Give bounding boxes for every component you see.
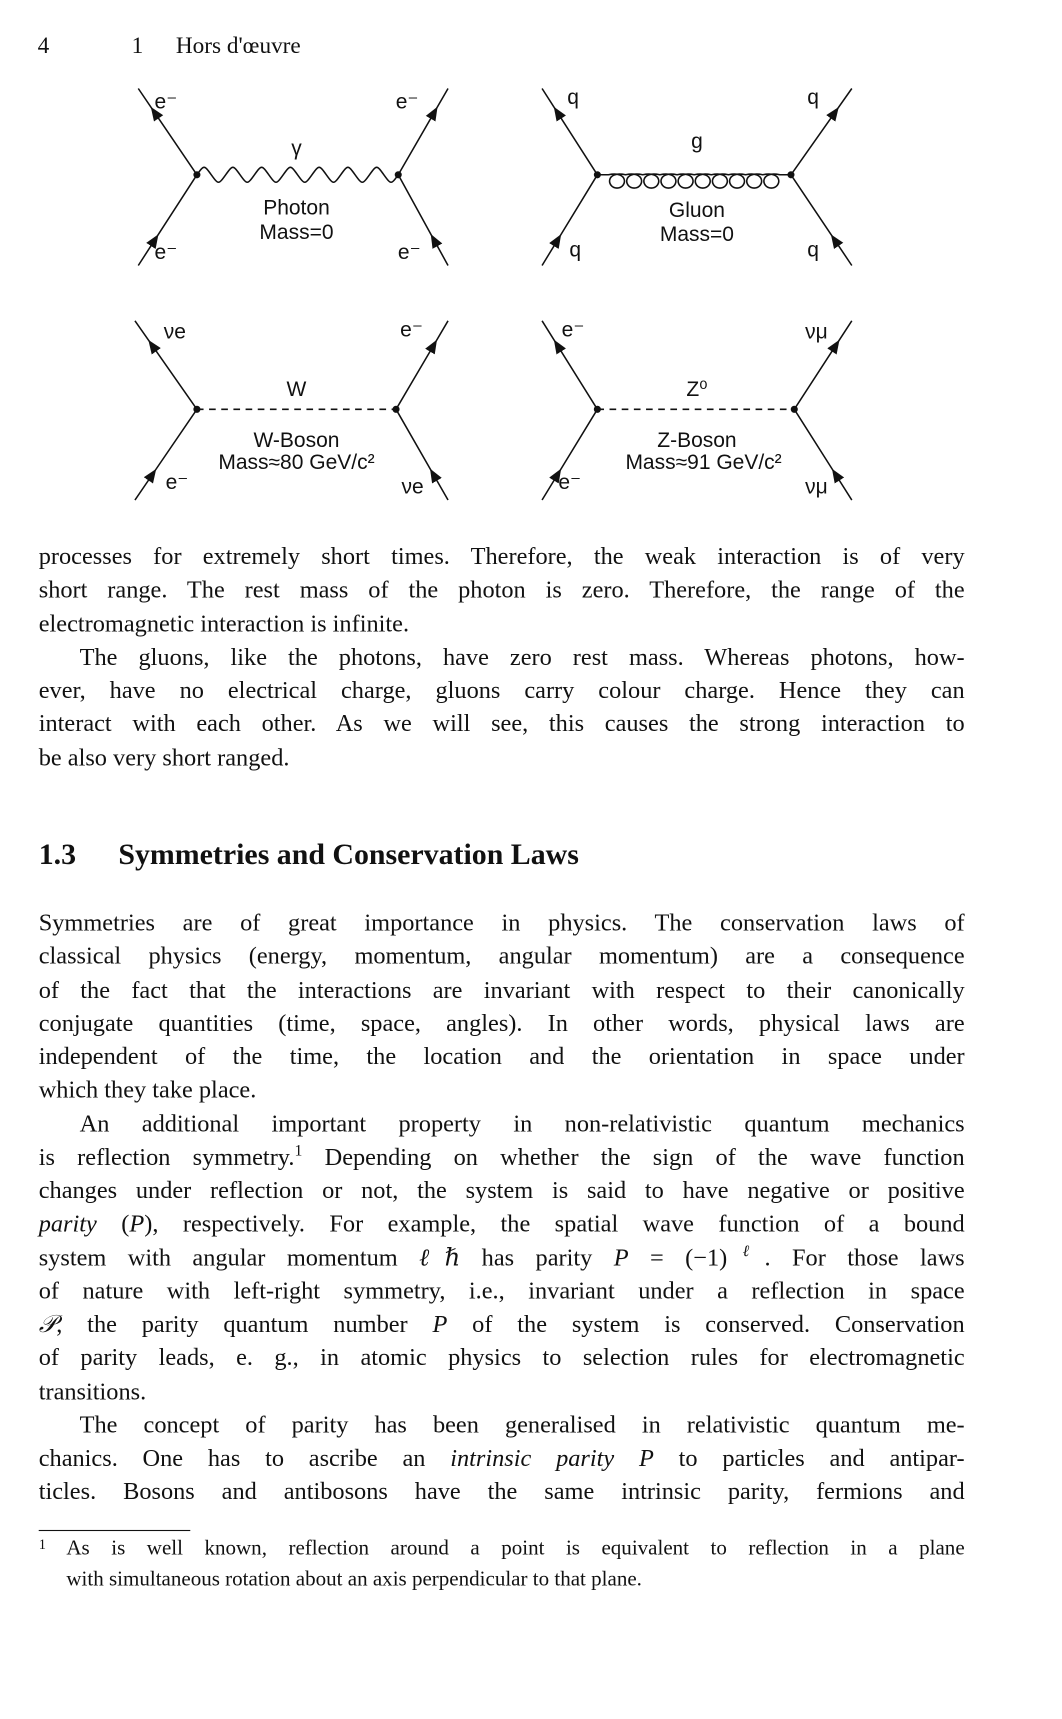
text-segment: electromagnetic interaction is infinite. xyxy=(38,608,410,637)
text-segment: changes under reflection or not, the system is said to have negative or positive xyxy=(38,1175,965,1204)
text-segment: of nature with left-right symmetry, i.e., invariant under a reflection in space xyxy=(38,1276,965,1304)
text-segment: The gluons, like the photons, have zero rest mass. Whereas photons, how- xyxy=(79,642,965,671)
text-line xyxy=(39,1207,965,1240)
label: νe xyxy=(401,475,424,499)
text-line xyxy=(39,540,965,573)
text-segment: The concept of parity has been generalised in relativistic quantum me- xyxy=(79,1410,965,1438)
label: q xyxy=(569,238,582,262)
text-line xyxy=(39,1040,965,1073)
footnote-mark: 1 xyxy=(38,1535,46,1553)
paragraphs-before-section xyxy=(39,540,965,774)
text-segment: An additional important property in non-relativistic quantum mechanics xyxy=(79,1109,965,1137)
text-segment: = (−1) xyxy=(628,1242,728,1271)
section-title: Symmetries and Conservation Laws xyxy=(118,837,579,871)
text-line xyxy=(39,1408,965,1441)
boson-mass: Mass≈91 GeV/c² xyxy=(625,451,782,475)
label: e⁻ xyxy=(154,90,178,114)
text-line xyxy=(39,1341,965,1374)
italic-text: P xyxy=(613,1242,629,1271)
text-line xyxy=(39,1140,965,1173)
text-line xyxy=(39,973,965,1006)
label: e⁻ xyxy=(165,470,189,494)
text-segment: . For those laws xyxy=(764,1242,965,1271)
boson-mass: Mass≈80 GeV/c² xyxy=(218,451,375,475)
superscript: ℓ xyxy=(727,1242,765,1260)
text-segment: system with angular momentum xyxy=(38,1242,420,1271)
chapter-number: 1 xyxy=(131,32,144,59)
text-segment: of the system is conserved. Conservation xyxy=(447,1309,965,1338)
text-line xyxy=(39,741,965,774)
label: νμ xyxy=(805,475,828,499)
text-line xyxy=(39,707,965,740)
text-segment: , the parity quantum number xyxy=(56,1309,433,1338)
text-line xyxy=(39,640,965,673)
text-segment: conjugate quantities (time, space, angles). In other words, physical laws are xyxy=(38,1008,965,1037)
text-segment: is reflection symmetry. xyxy=(38,1142,295,1171)
label: e⁻ xyxy=(395,90,419,114)
italic-text: parity xyxy=(38,1209,97,1238)
text-line xyxy=(39,1107,965,1140)
label: e⁻ xyxy=(154,240,178,264)
text-line xyxy=(39,1533,965,1564)
footnote-rule xyxy=(39,1530,191,1531)
text-line xyxy=(39,939,965,972)
boson-name: W-Boson xyxy=(253,428,340,452)
boson-symbol: g xyxy=(691,130,703,154)
text-line xyxy=(39,1308,965,1341)
text-segment: ever, have no electrical charge, gluons carry colour charge. Hence they can xyxy=(38,675,965,704)
text-segment: has parity xyxy=(460,1242,614,1271)
boson-symbol: W xyxy=(286,378,307,402)
label: e⁻ xyxy=(397,240,421,264)
italic-text: 𝒫 xyxy=(38,1309,57,1338)
italic-text: P xyxy=(432,1309,448,1338)
text-line xyxy=(39,1441,965,1474)
fermion-line xyxy=(791,175,852,266)
text-line xyxy=(39,1241,965,1274)
text-segment: interact with each other. As we will see, this causes the strong interaction to xyxy=(38,709,965,738)
text-line xyxy=(39,1564,965,1595)
text-line xyxy=(39,674,965,707)
text-segment: As is well known, reflection around a point is equivalent to reflection in a plane xyxy=(66,1536,965,1560)
label: νe xyxy=(163,320,186,344)
text-segment: ), respectively. For example, the spatial wave function of a bound xyxy=(144,1209,965,1238)
boson-symbol: Z⁰ xyxy=(686,378,708,402)
text-segment: short range. The rest mass of the photon is zero. Therefore, the range of the xyxy=(38,575,965,604)
feynman-diagrams-figure xyxy=(0,0,1062,531)
chapter-title: Hors d'œuvre xyxy=(175,32,301,59)
boson-symbol: γ xyxy=(291,136,302,160)
text-segment: be also very short ranged. xyxy=(38,742,290,771)
text-segment: which they take place. xyxy=(38,1075,257,1104)
boson-name: Z-Boson xyxy=(657,428,737,452)
section-number: 1.3 xyxy=(38,837,77,871)
text-segment: ticles. Bosons and antibosons have the same intrinsic parity, fermions and xyxy=(38,1477,965,1505)
text-line xyxy=(39,1475,965,1508)
text-segment: to particles and antipar- xyxy=(653,1443,965,1472)
section-heading xyxy=(39,837,579,871)
section-body xyxy=(39,906,965,1508)
text-segment: transitions. xyxy=(38,1376,147,1405)
boson-mass: Mass=0 xyxy=(259,220,334,244)
italic-text: ℓℏ xyxy=(419,1242,461,1271)
label: νμ xyxy=(805,320,828,344)
page-number: 4 xyxy=(37,32,50,59)
text-segment: classical physics (energy, momentum, angular momentum) are a consequence xyxy=(38,941,965,970)
text-line xyxy=(39,1073,965,1106)
text-segment: with simultaneous rotation about an axis perpendicular to that plane. xyxy=(66,1567,642,1591)
photon-propagator xyxy=(197,167,398,182)
text-line xyxy=(39,607,965,640)
label: e⁻ xyxy=(400,318,423,342)
text-segment: Symmetries are of great importance in physics. The conservation laws of xyxy=(38,908,965,936)
fermion-line xyxy=(791,89,852,175)
italic-text: P xyxy=(129,1209,145,1238)
text-segment: ( xyxy=(96,1209,130,1238)
label: e⁻ xyxy=(558,470,582,494)
text-segment: Depending on whether the sign of the wave function xyxy=(302,1142,965,1171)
text-line xyxy=(39,1174,965,1207)
label: q xyxy=(567,85,579,109)
w-boson-diagram xyxy=(164,318,424,498)
text-line xyxy=(39,573,965,606)
text-line xyxy=(39,1274,965,1307)
superscript: 1 xyxy=(294,1141,303,1160)
boson-mass: Mass=0 xyxy=(659,223,734,247)
label: q xyxy=(807,238,819,262)
text-line xyxy=(39,1375,965,1408)
boson-name: Photon xyxy=(263,196,330,220)
text-segment: chanics. One has to ascribe an xyxy=(38,1443,451,1472)
text-line xyxy=(39,1006,965,1039)
label: q xyxy=(807,85,819,109)
italic-text: intrinsic parity P xyxy=(450,1443,654,1472)
boson-name: Gluon xyxy=(668,198,725,222)
text-segment: of parity leads, e. g., in atomic physics to selection rules for electromagnetic xyxy=(38,1343,965,1371)
text-segment: of the fact that the interactions are invariant with respect to their canonically xyxy=(38,975,965,1003)
text-line xyxy=(39,906,965,939)
text-segment: independent of the time, the location and the orientation in space under xyxy=(38,1042,965,1070)
footnote xyxy=(39,1533,965,1595)
label: e⁻ xyxy=(561,318,585,342)
gluon-propagator xyxy=(597,174,791,188)
text-segment: processes for extremely short times. Therefore, the weak interaction is of very xyxy=(38,542,965,570)
